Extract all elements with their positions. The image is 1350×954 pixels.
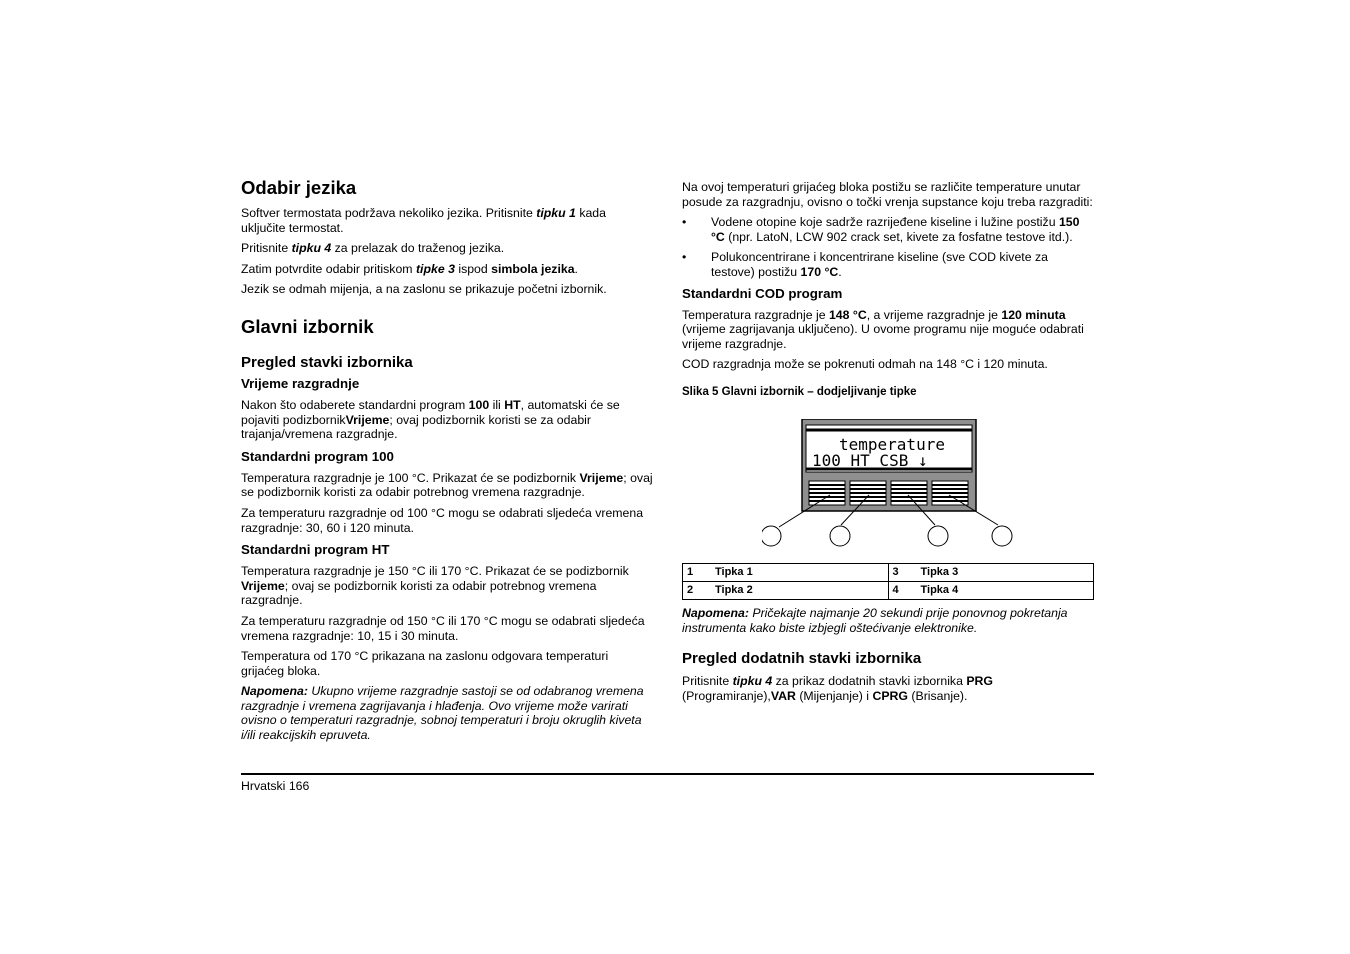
right-column [682, 175, 1094, 703]
note-paragraph [682, 606, 1094, 635]
text: (vrijeme zagrijavanja uključeno). U ovome programu nije moguće odabrati vrijeme razgradnje. [682, 322, 1084, 351]
bold-term: 170 °C [800, 264, 839, 279]
text: Temperatura razgradnje je 100 °C. Prikazat će se podizbornik [241, 470, 580, 485]
heading-main-menu: Glavni izbornik [241, 315, 374, 337]
soft-key-2[interactable] [850, 481, 886, 505]
heading-standard-cod-program: Standardni COD program [682, 285, 843, 301]
key-label: Tipka 3 [917, 563, 1094, 581]
heading-standard-program-100: Standardni program 100 [241, 448, 394, 464]
list-item [682, 250, 1094, 279]
footer-divider [241, 773, 1094, 775]
page-number: 166 [288, 779, 310, 793]
lang-paragraph-3 [241, 262, 653, 277]
callout-circle-4 [992, 526, 1012, 546]
table-row [683, 563, 1094, 581]
lang-paragraph-4: Jezik se odmah mijenja, a na zaslonu se prikazuje početni izbornik. [241, 282, 607, 297]
std100-paragraph-1 [241, 471, 653, 500]
key-ref: tipku 4 [732, 674, 773, 689]
text: Pritisnite [241, 241, 292, 256]
key-ref: tipku 4 [291, 241, 332, 256]
text: Ukupno vrijeme razgradnje sastoji se od odabranog vremena razgradnje i vremena zagrijavanja i hlađenja. Ovo vrijeme može varirati ovisno o temperaturi razgradnje, sobnoj temperaturi i broju okruglih kiveta i/ili reakcijskih epruveta. [241, 684, 644, 743]
text: (npr. LatoN, LCW 902 crack set, kivete za fosfatne testove itd.). [724, 229, 1073, 244]
text: Temperatura razgradnje je [682, 307, 829, 322]
table-row [683, 581, 1094, 599]
text: . [838, 264, 842, 279]
extra-paragraph [682, 674, 1094, 703]
text: za prelazak do traženog jezika. [331, 241, 505, 256]
text: . [574, 261, 578, 276]
stdht-paragraph-1 [241, 564, 653, 608]
text: Vodene otopine koje sadrže razrijeđene kiseline i lužine postižu [711, 215, 1059, 230]
page-footer [241, 779, 309, 793]
text: ; ovaj se podizbornik koristi za odabir potrebnog vremena razgradnje. [241, 578, 597, 608]
heading-menu-overview: Pregled stavki izbornika [241, 353, 413, 371]
text: ili [489, 397, 505, 412]
note-label: Napomena: [241, 684, 308, 699]
key-ref: tipku 1 [536, 206, 576, 220]
callout-circle-1 [762, 526, 781, 546]
bold-term: PRG [966, 674, 993, 689]
text: Pritisnite [682, 674, 733, 689]
bold-term: 148 °C [828, 307, 867, 322]
callout-circle-2 [830, 526, 850, 546]
heading-extra-menu-items: Pregled dodatnih stavki izbornika [682, 650, 922, 668]
text: (Brisanje). [907, 688, 968, 703]
text: ispod [454, 261, 492, 276]
callout-circle-3 [928, 526, 948, 546]
bold-term: VAR [770, 688, 796, 703]
lcd-line-1: temperature [839, 434, 945, 454]
soft-key-3[interactable] [891, 481, 927, 505]
text: Zatim potvrdite odabir pritiskom [241, 261, 416, 276]
text: (Programiranje), [682, 688, 771, 703]
note-label: Napomena: [682, 605, 749, 620]
time-paragraph [241, 398, 653, 442]
key-ref: tipke 3 [415, 261, 455, 276]
keypad-figure [762, 419, 1022, 557]
bold-term: 120 minuta [1001, 307, 1066, 322]
heading-digestion-time: Vrijeme razgradnje [241, 375, 360, 391]
bold-term: Vrijeme [241, 578, 285, 593]
text: , a vrijeme razgradnje je [866, 307, 1002, 322]
text: Pričekajte najmanje 20 sekundi prije ponovnog pokretanja instrumenta kako biste izbjegli oštećivanje elektronike. [682, 605, 1068, 635]
figure-caption: Slika 5 Glavni izbornik – dodjeljivanje tipke [682, 385, 917, 398]
note-paragraph [241, 684, 653, 742]
key-label: Tipka 4 [917, 581, 1094, 599]
stdht-paragraph-2: Za temperaturu razgradnje od 150 °C ili 170 °C mogu se odabrati sljedeća vremena razgradnje: 10, 15 i 30 minuta. [241, 613, 645, 643]
soft-key-1[interactable] [809, 481, 845, 505]
key-number: 4 [888, 581, 917, 599]
cod-paragraph-2: COD razgradnja može se pokrenuti odmah na 148 °C i 120 minuta. [682, 357, 1048, 372]
text: Polukoncentrirane i koncentrirane kiseline (sve COD kivete za testove) postižu [711, 250, 1048, 279]
text: za prikaz dodatnih stavki izbornika [772, 674, 967, 689]
text: ; ovaj podizbornik koristi se za odabir trajanja/vremena razgradnje. [241, 412, 591, 442]
left-column [241, 175, 653, 743]
list-item [682, 215, 1094, 244]
heading-language-selection: Odabir jezika [241, 177, 357, 198]
text: Temperatura razgradnje je 150 °C ili 170 °C. Prikazat će se podizbornik [241, 564, 629, 579]
bold-term: Vrijeme [345, 412, 390, 427]
bold-term: HT [504, 397, 521, 412]
text: (Mijenjanje) i [795, 688, 873, 703]
key-number: 2 [683, 581, 712, 599]
bold-term: Vrijeme [579, 470, 624, 485]
bold-term: 100 [468, 397, 490, 412]
key-label: Tipka 2 [711, 581, 888, 599]
bullet-list [682, 215, 1094, 279]
lang-paragraph-1 [241, 206, 653, 235]
key-number: 1 [683, 563, 712, 581]
text: kada uključite termostat. [241, 206, 606, 235]
text: ; ovaj se podizbornik koristi za odabir potrebnog vremena razgradnje. [241, 470, 653, 500]
std100-paragraph-2: Za temperaturu razgradnje od 100 °C mogu se odabrati sljedeća vremena razgradnje: 30, 60 i 120 minuta. [241, 505, 644, 535]
key-legend-table [682, 563, 1094, 600]
text: Nakon što odaberete standardni program [241, 397, 469, 412]
footer-language: Hrvatski [241, 779, 286, 793]
cod-paragraph-1 [682, 308, 1094, 352]
lang-paragraph-2 [241, 241, 653, 256]
heading-standard-program-ht: Standardni program HT [241, 542, 390, 558]
key-label: Tipka 1 [711, 563, 888, 581]
soft-key-4[interactable] [932, 481, 968, 505]
bold-term: CPRG [872, 688, 908, 703]
intro-paragraph: Na ovoj temperaturi grijaćeg bloka postižu se različite temperature unutar posude za razgradnju, ovisno o točki vrenja supstance koju treba razgraditi: [682, 180, 1093, 209]
bold-term: 150 °C [711, 215, 1080, 244]
key-number: 3 [888, 563, 917, 581]
text: , automatski će se pojaviti podizbornik [241, 397, 620, 427]
text: Softver termostata podržava nekoliko jezika. Pritisnite [241, 206, 537, 220]
lcd-line-2: 100 HT CSB ↓ [812, 450, 928, 470]
bold-term: simbola jezika [491, 261, 575, 276]
stdht-paragraph-3: Temperatura od 170 °C prikazana na zaslonu odgovara temperaturi grijaćeg bloka. [241, 649, 609, 678]
